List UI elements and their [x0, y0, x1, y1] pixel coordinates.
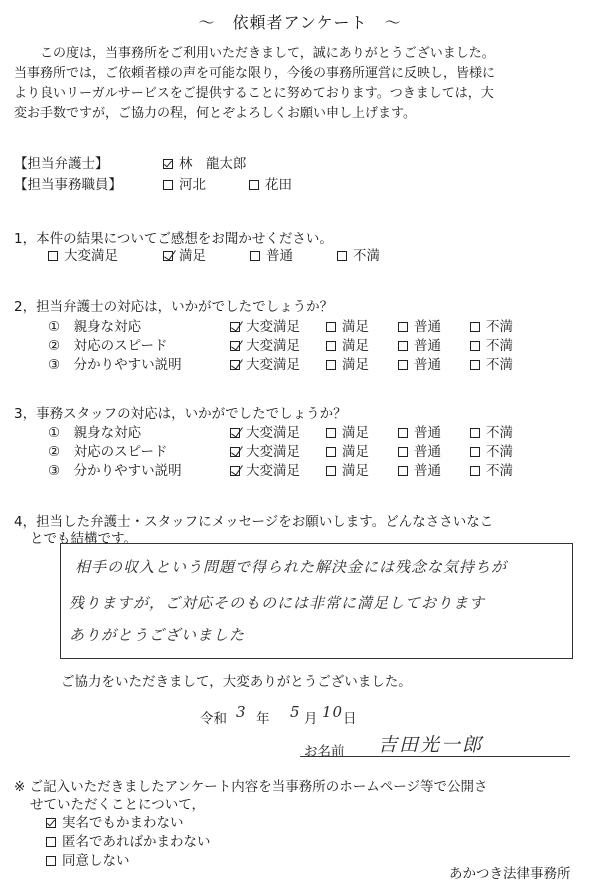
q2-row-3-option-1[interactable] — [230, 353, 300, 373]
date-day-unit: 日 — [343, 711, 357, 727]
q2-row-2-checkbox-4[interactable] — [470, 341, 480, 351]
q2-row-3-option-label-1: 大変満足 — [246, 357, 300, 373]
q2-row-1-option-label-2: 満足 — [342, 319, 369, 335]
q1-option-3[interactable] — [250, 244, 293, 264]
q3-question: 3，事務スタッフの対応は，いかがでしたでしょうか？ — [14, 406, 347, 422]
q2-row-1-option-1[interactable] — [230, 315, 300, 335]
q2-row-2-option-1[interactable] — [230, 334, 300, 354]
q4-question-line-1: 4，担当した弁護士・スタッフにメッセージをお願いします。どんなささいなこ — [14, 514, 494, 530]
publish-checkbox-3[interactable] — [46, 856, 56, 866]
name-underline — [300, 756, 570, 757]
q3-row-1-checkbox-2[interactable] — [326, 428, 336, 438]
q2-row-2-option-4[interactable] — [470, 334, 513, 354]
q1-checkbox-2[interactable] — [163, 251, 173, 261]
q2-item-label-3: ③ 分かりやすい説明 — [48, 357, 182, 373]
message-line-1: 相手の収入という問題で得られた解決金には残念な気持ちが — [75, 558, 508, 576]
q2-row-3-option-label-2: 満足 — [342, 357, 369, 373]
q2-row-1-checkbox-3[interactable] — [398, 322, 408, 332]
q1-option-2[interactable] — [163, 244, 206, 264]
date-day-value: 10 — [322, 703, 344, 721]
publish-checkbox-1[interactable] — [46, 818, 56, 828]
date-year-value: 3 — [236, 703, 247, 721]
message-box[interactable] — [60, 543, 573, 659]
survey-title: ～ 依頼者アンケート ～ — [198, 13, 402, 32]
q2-row-3-checkbox-4[interactable] — [470, 360, 480, 370]
publish-option-2[interactable] — [46, 830, 211, 850]
q2-row-1-option-4[interactable] — [470, 315, 513, 335]
q1-checkbox-4[interactable] — [337, 251, 347, 261]
intro-line-1: この度は，当事務所をご利用いただきまして，誠にありがとうございました。 — [40, 46, 495, 61]
q3-row-1-option-3[interactable] — [398, 421, 441, 441]
q2-row-1-checkbox-1[interactable] — [230, 322, 240, 332]
q1-option-label-3: 普通 — [266, 248, 293, 264]
publish-note-line-1: ※ ご記入いただきましたアンケート内容を当事務所のホームページ等で公開さ — [14, 779, 488, 795]
q3-row-2-checkbox-2[interactable] — [326, 447, 336, 457]
q3-row-3-option-2[interactable] — [326, 459, 369, 479]
message-line-2: 残りますが，ご対応そのものには非常に満足しております — [69, 594, 486, 612]
office-staff-checkbox-2[interactable] — [249, 180, 259, 190]
publish-option-label-2: 匿名であればかまわない — [62, 834, 211, 850]
q3-row-2-option-1[interactable] — [230, 440, 300, 460]
q3-row-2-checkbox-3[interactable] — [398, 447, 408, 457]
q1-option-1[interactable] — [48, 244, 118, 264]
q2-row-3-option-3[interactable] — [398, 353, 441, 373]
intro-text — [14, 44, 589, 124]
q1-checkbox-3[interactable] — [250, 251, 260, 261]
q3-row-2-checkbox-4[interactable] — [470, 447, 480, 457]
office-staff-checkbox-1[interactable] — [163, 180, 173, 190]
q2-item-label-1: ① 親身な対応 — [48, 319, 142, 335]
lawyer-name: 林 龍太郎 — [179, 156, 247, 172]
q1-option-4[interactable] — [337, 244, 380, 264]
q2-row-3-checkbox-3[interactable] — [398, 360, 408, 370]
q1-question: 1，本件の結果についてご感想をお聞かせください。 — [14, 231, 333, 247]
q1-option-label-1: 大変満足 — [64, 248, 118, 264]
q3-row-2-option-3[interactable] — [398, 440, 441, 460]
q2-row-1-checkbox-2[interactable] — [326, 322, 336, 332]
q3-row-3-option-3[interactable] — [398, 459, 441, 479]
q3-row-3-checkbox-1[interactable] — [230, 466, 240, 476]
date-era: 令和 — [200, 711, 227, 727]
q3-row-3-checkbox-4[interactable] — [470, 466, 480, 476]
q2-row-2-option-3[interactable] — [398, 334, 441, 354]
q3-row-1-option-1[interactable] — [230, 421, 300, 441]
q2-row-1-checkbox-4[interactable] — [470, 322, 480, 332]
q2-row-1-option-3[interactable] — [398, 315, 441, 335]
q3-row-1-option-label-4: 不満 — [486, 425, 513, 441]
q2-row-3-option-label-4: 不満 — [486, 357, 513, 373]
office-staff-name-2: 花田 — [265, 177, 292, 193]
name-value: 吉田光一郎 — [378, 734, 484, 756]
intro-line-3: より良いリーガルサービスをご提供することに努めております。つきましては，大 — [14, 86, 494, 101]
q3-row-2-option-label-3: 普通 — [414, 444, 441, 460]
q3-row-3-option-label-1: 大変満足 — [246, 463, 300, 479]
publish-option-label-1: 実名でもかまわない — [62, 815, 184, 831]
q3-row-1-option-label-3: 普通 — [414, 425, 441, 441]
q2-row-3-checkbox-1[interactable] — [230, 360, 240, 370]
q3-row-1-option-2[interactable] — [326, 421, 369, 441]
q4-question-line-2: とでも結構です。 — [30, 531, 137, 547]
office-name: あかつき法律事務所 — [449, 866, 571, 882]
q3-row-2-option-label-4: 不満 — [486, 444, 513, 460]
q2-row-2-option-label-2: 満足 — [342, 338, 369, 354]
q3-row-2-checkbox-1[interactable] — [230, 447, 240, 457]
q3-row-3-option-4[interactable] — [470, 459, 513, 479]
name-label: お名前 — [304, 744, 345, 760]
q2-row-1-option-label-1: 大変満足 — [246, 319, 300, 335]
date-year-unit: 年 — [256, 711, 270, 727]
q3-row-3-option-1[interactable] — [230, 459, 300, 479]
office-staff-option-1[interactable] — [163, 173, 206, 193]
q2-row-3-option-label-3: 普通 — [414, 357, 441, 373]
q3-item-label-3: ③ 分かりやすい説明 — [48, 463, 182, 479]
q1-option-label-2: 満足 — [179, 248, 206, 264]
q3-item-label-1: ① 親身な対応 — [48, 425, 142, 441]
office-staff-name-1: 河北 — [179, 177, 206, 193]
q3-row-2-option-label-1: 大変満足 — [246, 444, 300, 460]
q3-row-1-checkbox-4[interactable] — [470, 428, 480, 438]
q2-item-label-2: ② 対応のスピード — [48, 338, 168, 354]
q2-row-2-option-label-1: 大変満足 — [246, 338, 300, 354]
lawyer-checkbox[interactable] — [163, 159, 173, 169]
q3-row-3-option-label-3: 普通 — [414, 463, 441, 479]
date-month-unit: 月 — [304, 711, 318, 727]
q1-option-label-4: 不満 — [353, 248, 380, 264]
office-staff-option-2[interactable] — [249, 173, 292, 193]
q1-checkbox-1[interactable] — [48, 251, 58, 261]
q2-row-2-option-label-3: 普通 — [414, 338, 441, 354]
office-staff-label: 【担当事務職員】 — [14, 177, 122, 193]
lawyer-option[interactable] — [163, 152, 247, 172]
q3-row-1-option-label-1: 大変満足 — [246, 425, 300, 441]
q3-row-2-option-2[interactable] — [326, 440, 369, 460]
q2-row-3-option-2[interactable] — [326, 353, 369, 373]
q2-row-1-option-label-4: 不満 — [486, 319, 513, 335]
thanks-text: ご協力をいただきまして，大変ありがとうございました。 — [61, 674, 412, 690]
q2-row-1-option-2[interactable] — [326, 315, 369, 335]
q2-row-2-checkbox-3[interactable] — [398, 341, 408, 351]
q3-row-3-checkbox-2[interactable] — [326, 466, 336, 476]
intro-line-4: 変お手数ですが，ご協力の程，何とぞよろしくお願い申し上げます。 — [14, 106, 416, 121]
q2-row-2-option-2[interactable] — [326, 334, 369, 354]
publish-option-3[interactable] — [46, 849, 130, 869]
publish-option-label-3: 同意しない — [62, 853, 130, 869]
q3-item-label-2: ② 対応のスピード — [48, 444, 168, 460]
q3-row-2-option-label-2: 満足 — [342, 444, 369, 460]
q2-row-2-option-label-4: 不満 — [486, 338, 513, 354]
q3-row-1-checkbox-1[interactable] — [230, 428, 240, 438]
q3-row-1-option-4[interactable] — [470, 421, 513, 441]
publish-note-line-2: せていただくことについて， — [30, 797, 205, 813]
q2-row-3-checkbox-2[interactable] — [326, 360, 336, 370]
q2-question: 2，担当弁護士の対応は，いかがでしたでしょうか？ — [14, 299, 334, 315]
date-month-value: 5 — [290, 703, 301, 721]
q3-row-3-option-label-2: 満足 — [342, 463, 369, 479]
q2-row-1-option-label-3: 普通 — [414, 319, 441, 335]
q3-row-1-checkbox-3[interactable] — [398, 428, 408, 438]
q3-row-3-checkbox-3[interactable] — [398, 466, 408, 476]
publish-checkbox-2[interactable] — [46, 837, 56, 847]
q3-row-3-option-label-4: 不満 — [486, 463, 513, 479]
message-line-3: ありがとうございました — [69, 626, 246, 644]
q2-row-2-checkbox-2[interactable] — [326, 341, 336, 351]
intro-line-2: 当事務所では，ご依頼者様の声を可能な限り，今後の事務所運営に反映し，皆様に — [14, 66, 496, 81]
q2-row-2-checkbox-1[interactable] — [230, 341, 240, 351]
lawyer-label: 【担当弁護士】 — [14, 156, 109, 172]
q3-row-2-option-4[interactable] — [470, 440, 513, 460]
q3-row-1-option-label-2: 満足 — [342, 425, 369, 441]
publish-option-1[interactable] — [46, 811, 184, 831]
q2-row-3-option-4[interactable] — [470, 353, 513, 373]
